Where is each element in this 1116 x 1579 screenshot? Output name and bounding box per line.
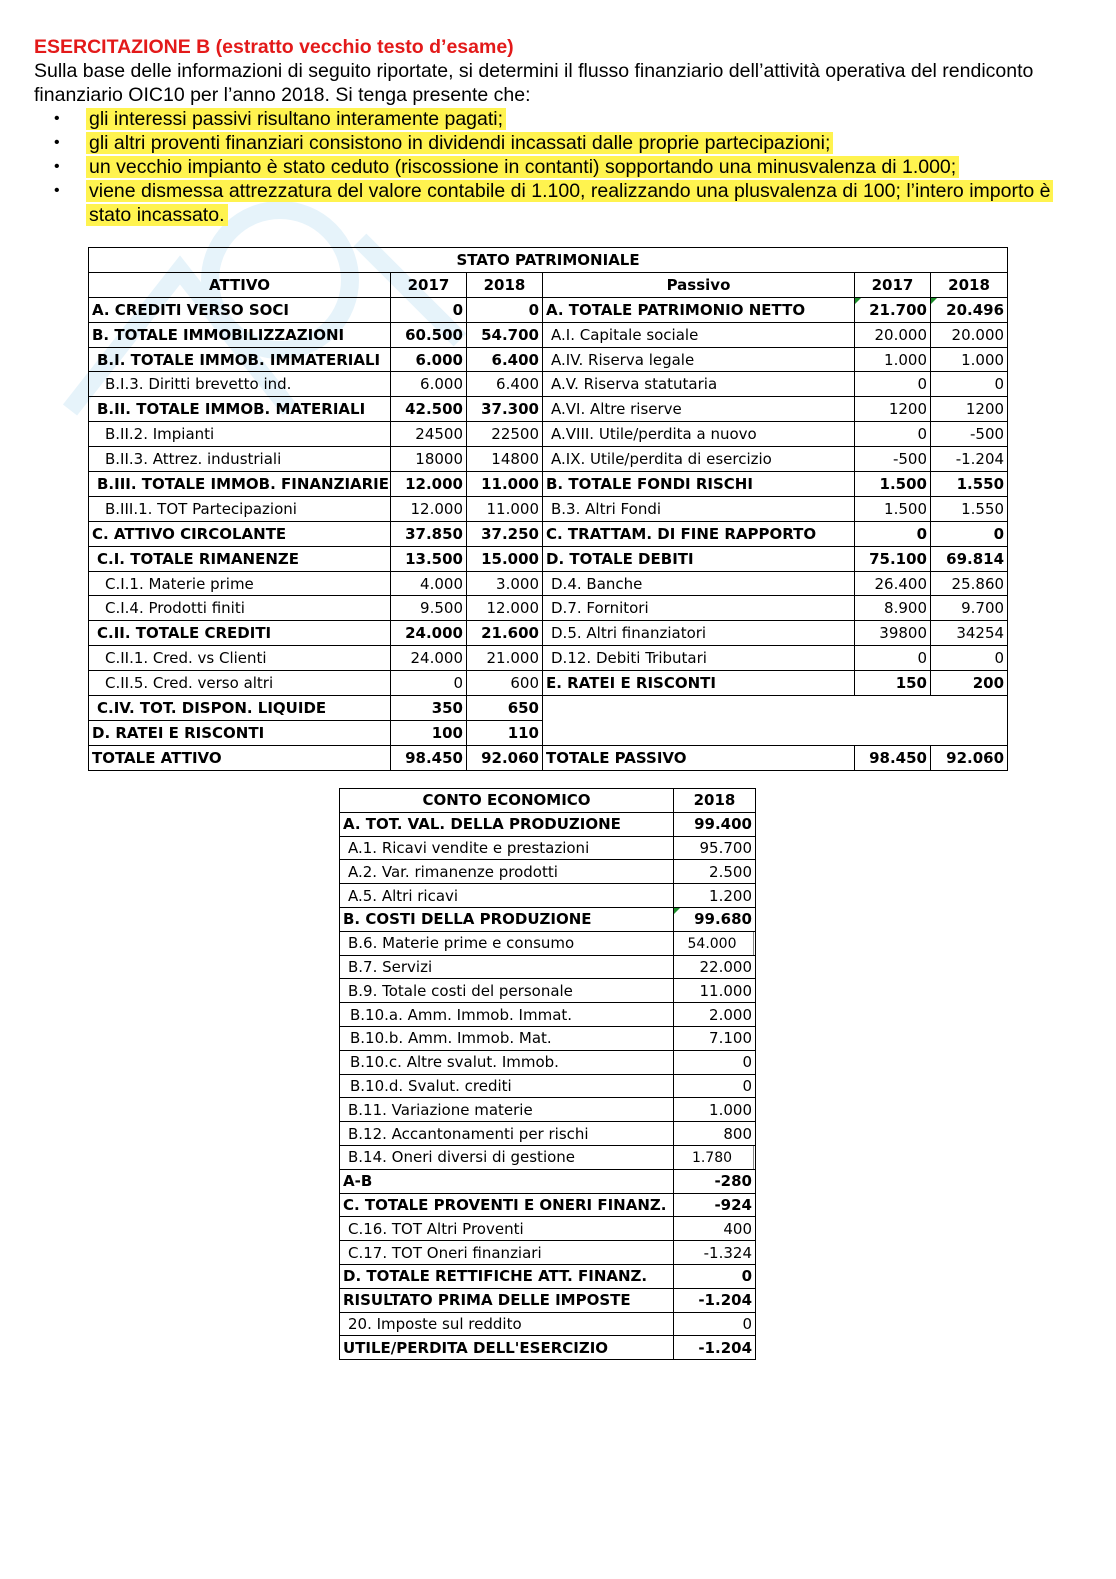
- passivo-value-2017: 8.900: [855, 596, 931, 621]
- bullet-dot-icon: •: [54, 110, 60, 127]
- attivo-value-2017: 0: [391, 671, 467, 696]
- attivo-value-2018: 21.600: [467, 621, 543, 646]
- passivo-value-2017: 150: [855, 671, 931, 696]
- passivo-value-2017: 0: [855, 372, 931, 397]
- passivo-value-2018: 34254: [931, 621, 1008, 646]
- table-row: [89, 297, 1008, 322]
- table-row: [89, 347, 1008, 372]
- ce-value: 1.000: [674, 1098, 756, 1122]
- ce-label: 20. Imposte sul reddito: [340, 1312, 674, 1336]
- ce-value: 7.100: [674, 1026, 756, 1050]
- passivo-value-2017: 21.700: [855, 297, 931, 322]
- ce-label: RISULTATO PRIMA DELLE IMPOSTE: [340, 1288, 674, 1312]
- passivo-value-2018: 1.550: [931, 496, 1008, 521]
- table-row: [340, 1003, 756, 1027]
- table-title: CONTO ECONOMICO: [340, 789, 674, 813]
- table-row: [340, 955, 756, 979]
- attivo-value-2017: 98.450: [391, 745, 467, 770]
- bullet-item: [34, 131, 1074, 155]
- ce-value: 2.500: [674, 860, 756, 884]
- attivo-value-2017: 4.000: [391, 571, 467, 596]
- ce-value: 1.780: [674, 1145, 755, 1169]
- passivo-value-2017: 1.500: [855, 472, 931, 497]
- attivo-value-2017: 6.000: [391, 372, 467, 397]
- bullet-text: gli altri proventi finanziari consistono in dividendi incassati dalle proprie partecipazioni;: [86, 132, 833, 154]
- passivo-value-2018: 1.000: [931, 347, 1008, 372]
- passivo-value-2017: 26.400: [855, 571, 931, 596]
- passivo-label: A.V. Riserva statutaria: [543, 372, 855, 397]
- passivo-label: D.12. Debiti Tributari: [543, 646, 855, 671]
- passivo-value-2017: 0: [855, 422, 931, 447]
- ce-value: 11.000: [674, 979, 756, 1003]
- passivo-value-2018: 9.700: [931, 596, 1008, 621]
- attivo-label: B. TOTALE IMMOBILIZZAZIONI: [89, 322, 391, 347]
- passivo-value-2017: 75.100: [855, 546, 931, 571]
- ce-value: 2.000: [674, 1003, 756, 1027]
- ce-value: 0: [674, 1050, 756, 1074]
- table-row: [89, 546, 1008, 571]
- ce-value: 54.000: [674, 931, 755, 955]
- table-row: [340, 1241, 756, 1265]
- table-row: [340, 1312, 756, 1336]
- ce-value: 95.700: [674, 836, 756, 860]
- ce-label: B.10.c. Altre svalut. Immob.: [340, 1050, 674, 1074]
- table-row: [340, 907, 756, 931]
- attivo-value-2017: 350: [391, 696, 467, 721]
- ce-label: A-B: [340, 1169, 674, 1193]
- passivo-label: D.4. Banche: [543, 571, 855, 596]
- attivo-label: C.I. TOTALE RIMANENZE: [89, 546, 391, 571]
- passivo-label: B. TOTALE FONDI RISCHI: [543, 472, 855, 497]
- attivo-value-2017: 37.850: [391, 521, 467, 546]
- passivo-value-2018: 92.060: [931, 745, 1008, 770]
- passivo-value-2018: 20.000: [931, 322, 1008, 347]
- table-row: [89, 322, 1008, 347]
- passivo-label: TOTALE PASSIVO: [543, 745, 855, 770]
- ce-label: B.10.a. Amm. Immob. Immat.: [340, 1003, 674, 1027]
- attivo-label: B.I.3. Diritti brevetto ind.: [89, 372, 391, 397]
- attivo-label: C.I.4. Prodotti finiti: [89, 596, 391, 621]
- ce-label: A.2. Var. rimanenze prodotti: [340, 860, 674, 884]
- table-row: [340, 860, 756, 884]
- passivo-label: A. TOTALE PATRIMONIO NETTO: [543, 297, 855, 322]
- table-row: [89, 696, 1008, 721]
- bullet-item: [34, 179, 1074, 227]
- passivo-value-2018: 0: [931, 646, 1008, 671]
- ce-label: B.14. Oneri diversi di gestione: [340, 1145, 674, 1169]
- passivo-value-2017: 1.000: [855, 347, 931, 372]
- attivo-value-2017: 12.000: [391, 496, 467, 521]
- ce-label: UTILE/PERDITA DELL'ESERCIZIO: [340, 1336, 674, 1360]
- bullet-dot-icon: •: [54, 134, 60, 151]
- attivo-label: B.I. TOTALE IMMOB. IMMATERIALI: [89, 347, 391, 372]
- passivo-label: A.VIII. Utile/perdita a nuovo: [543, 422, 855, 447]
- attivo-label: B.III. TOTALE IMMOB. FINANZIARIE: [89, 472, 391, 497]
- ce-value: 22.000: [674, 955, 756, 979]
- passivo-value-2018: 20.496: [931, 297, 1008, 322]
- table-row: [89, 496, 1008, 521]
- passivo-value-2017: -500: [855, 447, 931, 472]
- table-row: [340, 1288, 756, 1312]
- table-row: [340, 1050, 756, 1074]
- passivo-value-2018: -500: [931, 422, 1008, 447]
- passivo-label: B.3. Altri Fondi: [543, 496, 855, 521]
- ce-value: -1.324: [674, 1241, 756, 1265]
- table-row: [89, 571, 1008, 596]
- attivo-label: TOTALE ATTIVO: [89, 745, 391, 770]
- bullet-dot-icon: •: [54, 182, 60, 199]
- ce-label: B.12. Accantonamenti per rischi: [340, 1122, 674, 1146]
- attivo-value-2018: 15.000: [467, 546, 543, 571]
- passivo-value-2018: 0: [931, 372, 1008, 397]
- attivo-value-2017: 0: [391, 297, 467, 322]
- passivo-label: D.5. Altri finanziatori: [543, 621, 855, 646]
- attivo-value-2017: 42.500: [391, 397, 467, 422]
- ce-label: C. TOTALE PROVENTI E ONERI FINANZ.: [340, 1193, 674, 1217]
- attivo-label: C.I.1. Materie prime: [89, 571, 391, 596]
- bullet-text: viene dismessa attrezzatura del valore contabile di 1.100, realizzando una plusvalenza di 100; l’intero importo è stato incassato.: [86, 180, 1053, 226]
- passivo-value-2018: 200: [931, 671, 1008, 696]
- attivo-value-2018: 600: [467, 671, 543, 696]
- bullet-text: gli interessi passivi risultano interamente pagati;: [86, 108, 506, 130]
- conto-economico-table: [339, 788, 756, 1360]
- bullet-dot-icon: •: [54, 158, 60, 175]
- ce-label: B.10.d. Svalut. crediti: [340, 1074, 674, 1098]
- ce-label: A. TOT. VAL. DELLA PRODUZIONE: [340, 812, 674, 836]
- table-row: [340, 836, 756, 860]
- ce-label: B.9. Totale costi del personale: [340, 979, 674, 1003]
- ce-value: 400: [674, 1217, 756, 1241]
- table-row: [340, 1336, 756, 1360]
- year-header: 2018: [467, 272, 543, 297]
- table-row: [340, 979, 756, 1003]
- year-header: 2018: [931, 272, 1008, 297]
- attivo-value-2018: 11.000: [467, 496, 543, 521]
- attivo-value-2018: 54.700: [467, 322, 543, 347]
- attivo-label: C.II.5. Cred. verso altri: [89, 671, 391, 696]
- stato-patrimoniale-body: [89, 297, 1008, 770]
- ce-label: B.7. Servizi: [340, 955, 674, 979]
- passivo-label: A.IX. Utile/perdita di esercizio: [543, 447, 855, 472]
- table-row: [340, 1145, 756, 1169]
- attivo-value-2017: 12.000: [391, 472, 467, 497]
- attivo-label: B.II.2. Impianti: [89, 422, 391, 447]
- table-row: [89, 397, 1008, 422]
- passivo-label: D.7. Fornitori: [543, 596, 855, 621]
- table-row: [89, 372, 1008, 397]
- exercise-title: ESERCITAZIONE B (estratto vecchio testo d’esame): [34, 36, 514, 58]
- attivo-label: B.III.1. TOT Partecipazioni: [89, 496, 391, 521]
- year-header: 2017: [391, 272, 467, 297]
- ce-label: B. COSTI DELLA PRODUZIONE: [340, 907, 674, 931]
- passivo-value-2017: 0: [855, 646, 931, 671]
- ce-value: -924: [674, 1193, 756, 1217]
- passivo-value-2018: 1.550: [931, 472, 1008, 497]
- attivo-value-2018: 12.000: [467, 596, 543, 621]
- table-row: [89, 447, 1008, 472]
- passivo-value-2018: -1.204: [931, 447, 1008, 472]
- attivo-label: C.IV. TOT. DISPON. LIQUIDE: [89, 696, 391, 721]
- attivo-value-2018: 37.250: [467, 521, 543, 546]
- passivo-value-2017: 39800: [855, 621, 931, 646]
- table-row: [89, 521, 1008, 546]
- table-row: [340, 1217, 756, 1241]
- exercise-intro: Sulla base delle informazioni di seguito riportate, si determini il flusso finanziario dell’attività operativa del rendiconto finanziario OIC10 per l’anno 2018. Si tenga presente che:: [34, 60, 1034, 106]
- ce-value: -1.204: [674, 1336, 756, 1360]
- table-row: [340, 1098, 756, 1122]
- passivo-header: Passivo: [543, 272, 855, 297]
- table-row: [340, 1074, 756, 1098]
- passivo-label: A.VI. Altre riserve: [543, 397, 855, 422]
- attivo-value-2018: 14800: [467, 447, 543, 472]
- table-row: [340, 884, 756, 908]
- ce-value: 800: [674, 1122, 756, 1146]
- table-row: [340, 812, 756, 836]
- attivo-value-2018: 11.000: [467, 472, 543, 497]
- ce-label: A.1. Ricavi vendite e prestazioni: [340, 836, 674, 860]
- table-row: [89, 745, 1008, 770]
- passivo-value-2018: 25.860: [931, 571, 1008, 596]
- bullet-text: un vecchio impianto è stato ceduto (riscossione in contanti) sopportando una minusvalenza di 1.000;: [86, 156, 959, 178]
- ce-value: 0: [674, 1264, 756, 1288]
- table-row: [89, 596, 1008, 621]
- passivo-value-2017: 20.000: [855, 322, 931, 347]
- table-title: STATO PATRIMONIALE: [89, 248, 1008, 273]
- ce-value: 0: [674, 1074, 756, 1098]
- ce-value: -280: [674, 1169, 756, 1193]
- table-row: [340, 1264, 756, 1288]
- passivo-value-2018: 69.814: [931, 546, 1008, 571]
- attivo-label: C. ATTIVO CIRCOLANTE: [89, 521, 391, 546]
- exercise-text: [34, 35, 1074, 227]
- empty-cell: [543, 696, 1008, 746]
- attivo-value-2017: 100: [391, 720, 467, 745]
- ce-value: 1.200: [674, 884, 756, 908]
- table-row: [89, 422, 1008, 447]
- attivo-value-2017: 24.000: [391, 646, 467, 671]
- stato-patrimoniale-table: [88, 247, 1008, 771]
- ce-label: B.10.b. Amm. Immob. Mat.: [340, 1026, 674, 1050]
- attivo-value-2017: 6.000: [391, 347, 467, 372]
- ce-label: C.16. TOT Altri Proventi: [340, 1217, 674, 1241]
- passivo-label: C. TRATTAM. DI FINE RAPPORTO: [543, 521, 855, 546]
- attivo-label: C.II. TOTALE CREDITI: [89, 621, 391, 646]
- attivo-value-2018: 0: [467, 297, 543, 322]
- ce-label: A.5. Altri ricavi: [340, 884, 674, 908]
- table-row: [340, 1026, 756, 1050]
- attivo-label: D. RATEI E RISCONTI: [89, 720, 391, 745]
- ce-value: 0: [674, 1312, 756, 1336]
- attivo-value-2017: 9.500: [391, 596, 467, 621]
- exercise-bullet-list: [34, 107, 1074, 227]
- passivo-label: A.I. Capitale sociale: [543, 322, 855, 347]
- ce-label: B.11. Variazione materie: [340, 1098, 674, 1122]
- passivo-label: A.IV. Riserva legale: [543, 347, 855, 372]
- attivo-value-2017: 13.500: [391, 546, 467, 571]
- attivo-value-2018: 650: [467, 696, 543, 721]
- attivo-value-2017: 18000: [391, 447, 467, 472]
- ce-label: C.17. TOT Oneri finanziari: [340, 1241, 674, 1265]
- bullet-item: [34, 155, 1074, 179]
- passivo-label: D. TOTALE DEBITI: [543, 546, 855, 571]
- table-row: [340, 931, 756, 955]
- table-row: [89, 621, 1008, 646]
- passivo-value-2017: 1200: [855, 397, 931, 422]
- ce-label: D. TOTALE RETTIFICHE ATT. FINANZ.: [340, 1264, 674, 1288]
- year-header: 2018: [674, 789, 756, 813]
- passivo-value-2017: 98.450: [855, 745, 931, 770]
- attivo-value-2017: 60.500: [391, 322, 467, 347]
- attivo-label: C.II.1. Cred. vs Clienti: [89, 646, 391, 671]
- attivo-value-2018: 6.400: [467, 372, 543, 397]
- ce-value: -1.204: [674, 1288, 756, 1312]
- year-header: 2017: [855, 272, 931, 297]
- passivo-value-2018: 0: [931, 521, 1008, 546]
- attivo-value-2018: 22500: [467, 422, 543, 447]
- attivo-value-2018: 37.300: [467, 397, 543, 422]
- attivo-label: B.II.3. Attrez. industriali: [89, 447, 391, 472]
- attivo-value-2018: 3.000: [467, 571, 543, 596]
- ce-value: 99.400: [674, 812, 756, 836]
- ce-label: B.6. Materie prime e consumo: [340, 931, 674, 955]
- table-row: [340, 1169, 756, 1193]
- table-row: [89, 671, 1008, 696]
- table-row: [340, 1193, 756, 1217]
- attivo-label: B.II. TOTALE IMMOB. MATERIALI: [89, 397, 391, 422]
- ce-value-cell: [674, 931, 756, 955]
- ce-value: 99.680: [674, 907, 756, 931]
- attivo-label: A. CREDITI VERSO SOCI: [89, 297, 391, 322]
- table-row: [89, 472, 1008, 497]
- attivo-value-2018: 6.400: [467, 347, 543, 372]
- passivo-value-2018: 1200: [931, 397, 1008, 422]
- conto-economico-body: [340, 812, 756, 1359]
- bullet-item: [34, 107, 1074, 131]
- attivo-value-2018: 92.060: [467, 745, 543, 770]
- table-row: [340, 1122, 756, 1146]
- attivo-value-2018: 21.000: [467, 646, 543, 671]
- passivo-label: E. RATEI E RISCONTI: [543, 671, 855, 696]
- passivo-value-2017: 0: [855, 521, 931, 546]
- attivo-header: ATTIVO: [89, 272, 391, 297]
- attivo-value-2017: 24.000: [391, 621, 467, 646]
- passivo-value-2017: 1.500: [855, 496, 931, 521]
- attivo-value-2017: 24500: [391, 422, 467, 447]
- table-row: [89, 646, 1008, 671]
- attivo-value-2018: 110: [467, 720, 543, 745]
- ce-value-cell: [674, 1145, 756, 1169]
